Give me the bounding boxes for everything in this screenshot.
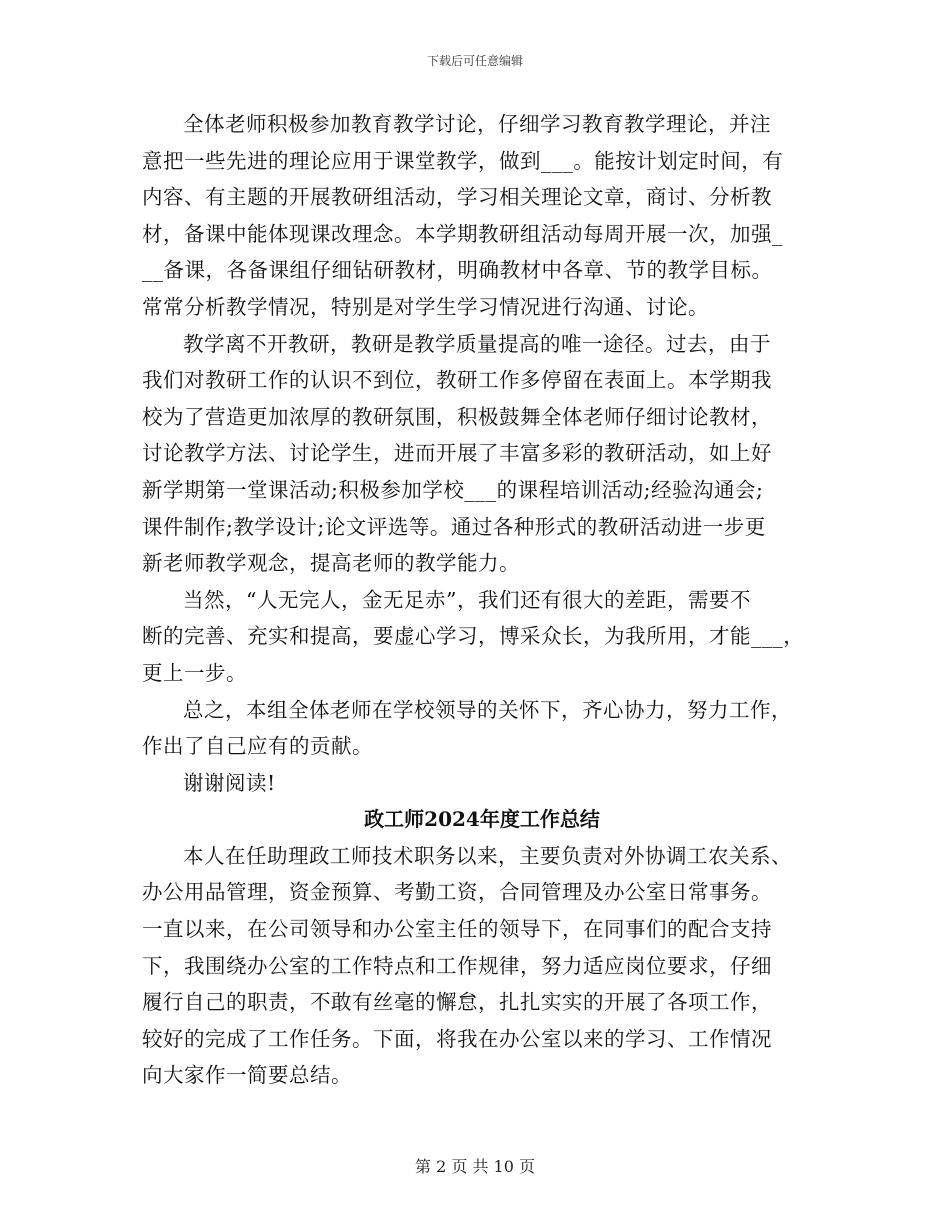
text-line: 办公用品管理，资金预算、考勤工资，合同管理及办公室日常事务。	[142, 880, 772, 905]
text-line: 教学离不开教研，教研是教学质量提高的唯一途径。过去，由于	[183, 331, 771, 356]
text-line: 讨论教学方法、讨论学生，进而开展了丰富多彩的教研活动，如上好	[142, 441, 772, 466]
paragraph-summary-intro	[142, 838, 822, 1094]
text-line: __备课，各备课组仔细钻研教材，明确教材中各章、节的教学目标。	[142, 258, 773, 283]
text-line: 总之，本组全体老师在学校领导的关怀下，齐心协力，努力工作，	[183, 697, 792, 722]
text-line: 课件制作;教学设计;论文评选等。通过各种形式的教研活动进一步更	[142, 514, 766, 539]
page-footer: 第 2 页 共 10 页	[415, 1157, 535, 1176]
text-line: 本人在任助理政工师技术职务以来，主要负责对外协调工农关系、	[183, 843, 792, 868]
text-line: 较好的完成了工作任务。下面，将我在办公室以来的学习、工作情况	[142, 1026, 772, 1051]
paragraph-teaching-discussion	[142, 106, 822, 326]
text-line: 更上一步。	[142, 660, 247, 685]
text-line: 全体老师积极参加教育教学讨论，仔细学习教育教学理论，并注	[183, 112, 771, 136]
text-line: 新老师教学观念，提高老师的教学能力。	[142, 551, 520, 576]
text-line: 新学期第一堂课活动;积极参加学校___的课程培训活动;经验沟通会;	[142, 477, 764, 502]
text-line: 内容、有主题的开展教研组活动，学习相关理论文章，商讨、分析教	[142, 185, 772, 210]
text-line: 我们对教研工作的认识不到位，教研工作多停留在表面上。本学期我	[142, 368, 772, 393]
text-line: 履行自己的职责，不敢有丝毫的懈怠，扎扎实实的开展了各项工作，	[142, 990, 772, 1015]
closing-text: 谢谢阅读!	[183, 770, 276, 795]
paragraph-conclusion	[142, 692, 822, 765]
text-line: 常常分析教学情况，特别是对学生学习情况进行沟通、讨论。	[142, 294, 709, 319]
text-line: 断的完善、充实和提高，要虚心学习，博采众长，为我所用，才能___，	[142, 624, 805, 649]
section-title: 政工师2024年度工作总结	[364, 807, 600, 832]
paragraph-improvement	[142, 582, 822, 692]
text-line: 当然，“人无完人，金无足赤”，我们还有很大的差距，需要不	[183, 587, 751, 612]
text-line: 向大家作一简要总结。	[142, 1063, 352, 1088]
text-line: 材，备课中能体现课改理念。本学期教研组活动每周开展一次，加强_	[142, 221, 783, 246]
text-line: 校为了营造更加浓厚的教研氛围，积极鼓舞全体老师仔细讨论教材，	[142, 404, 772, 429]
text-line: 意把一些先进的理论应用于课堂教学，做到___。能按计划定时间，有	[142, 148, 784, 173]
text-line: 下，我围绕办公室的工作特点和工作规律，努力适应岗位要求，仔细	[142, 953, 772, 978]
page-header: 下载后可任意编辑	[426, 54, 523, 68]
paragraph-teaching-research	[142, 326, 822, 582]
text-line: 一直以来，在公司领导和办公室主任的领导下，在同事们的配合支持	[142, 917, 772, 942]
document-body	[142, 106, 822, 1094]
text-line: 作出了自己应有的贡献。	[142, 734, 373, 759]
